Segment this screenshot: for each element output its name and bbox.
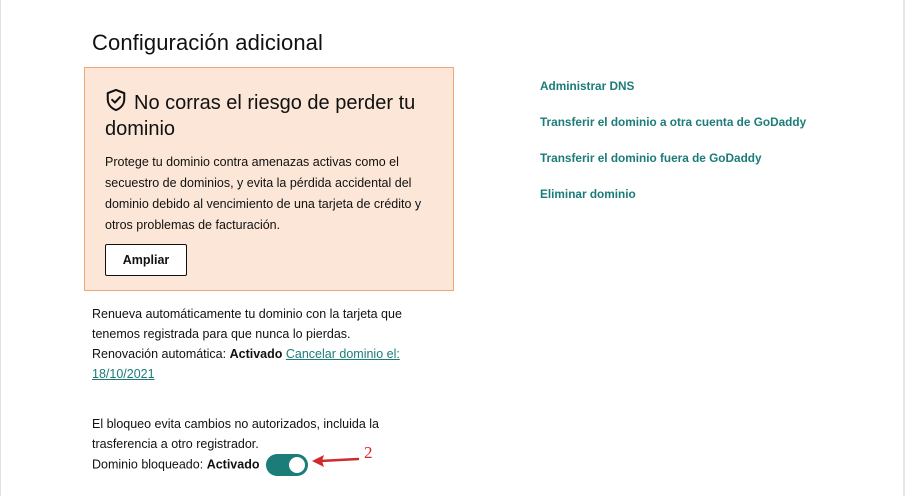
auto-renew-section bbox=[92, 304, 432, 384]
domain-lock-label: Dominio bloqueado: bbox=[92, 457, 204, 472]
delete-domain-link[interactable]: Eliminar dominio bbox=[540, 187, 636, 201]
domain-lock-toggle[interactable] bbox=[266, 454, 308, 476]
domain-protection-card bbox=[84, 67, 454, 291]
section-title: Configuración adicional bbox=[92, 30, 324, 55]
auto-renew-description: Renueva automáticamente tu dominio con la tarjeta que tenemos registrada para que nunca lo pierdas. bbox=[92, 307, 402, 341]
annotation-arrow-icon bbox=[310, 449, 360, 469]
transfer-out-link[interactable]: Transferir el dominio fuera de GoDaddy bbox=[540, 151, 762, 165]
domain-lock-status: Activado bbox=[206, 457, 260, 472]
ampliar-button[interactable]: Ampliar bbox=[105, 244, 187, 276]
domain-lock-section bbox=[92, 414, 432, 476]
domain-actions-list bbox=[540, 77, 806, 221]
annotation-number: 2 bbox=[364, 443, 373, 462]
domain-lock-description: El bloqueo evita cambios no autorizados, incluida la trasferencia a otro registrador. bbox=[92, 417, 379, 451]
protection-heading bbox=[105, 88, 435, 142]
auto-renew-status: Activado bbox=[229, 347, 283, 361]
toggle-knob bbox=[289, 457, 305, 473]
transfer-to-account-link[interactable]: Transferir el dominio a otra cuenta de GoDaddy bbox=[540, 115, 807, 129]
auto-renew-label: Renovación automática: bbox=[92, 347, 227, 361]
shield-check-icon bbox=[105, 88, 127, 112]
cancel-domain-link[interactable]: Cancelar dominio el: 18/10/2021 bbox=[92, 347, 400, 381]
manage-dns-link[interactable]: Administrar DNS bbox=[540, 79, 635, 93]
protection-description: Protege tu dominio contra amenazas activas como el secuestro de dominios, y evita la pérdida accidental del dominio debido al vencimiento de una tarjeta de crédito y otros problemas de facturación. bbox=[105, 155, 422, 232]
protection-heading-text: No corras el riesgo de perder tu dominio bbox=[105, 92, 416, 140]
